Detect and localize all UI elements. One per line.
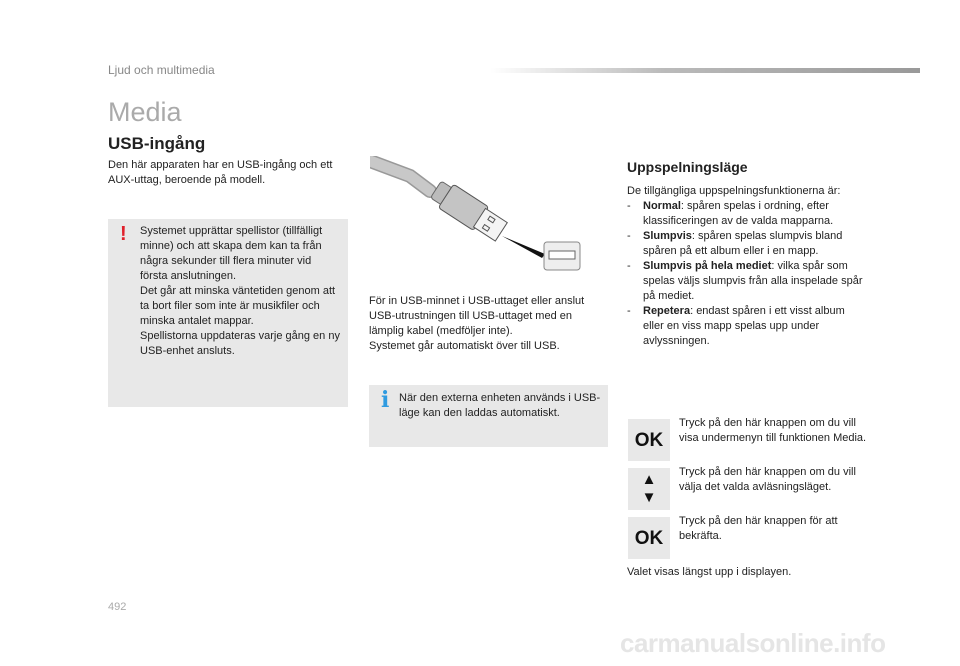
usb-instruction: Systemet går automatiskt över till USB.: [369, 340, 560, 352]
up-down-arrows-icon: ▲▼: [628, 468, 670, 510]
info-text: När den externa enheten används i USB-läge kan den laddas automatiskt.: [399, 392, 601, 419]
usb-plug-illustration: [370, 156, 592, 274]
list-item: - Normal: spåren spelas i ordning, efter klassificeringen av de valda mapparna.: [627, 200, 834, 227]
warning-text: Systemet upprättar spellistor (tillfälligt minne) och att skapa dem kan ta från några sekunder till flera minuter vid första anslutningen.: [140, 225, 323, 282]
warning-text: Spellistorna uppdateras varje gång en ny USB-enhet ansluts.: [140, 330, 340, 357]
footer-note: Valet visas längst upp i displayen.: [627, 566, 792, 578]
list-item: - Slumpvis på hela mediet: vilka spår som spelas väljs slumpvis från alla inspelade spår på mediet.: [627, 260, 863, 302]
exclamation-icon: !: [120, 223, 127, 245]
info-icon: i: [381, 387, 390, 413]
watermark: carmanualsonline.info: [620, 628, 886, 658]
page-number: 492: [108, 601, 127, 613]
warning-text: Det går att minska väntetiden genom att ta bort filer som inte är musikfiler och minska antalet mappar.: [140, 285, 336, 327]
intro-text: Den här apparaten har en USB-ingång och ett AUX-uttag, beroende på modell.: [108, 159, 333, 186]
button-description: Tryck på den här knappen om du vill välja det valda avläsningsläget.: [679, 466, 856, 493]
list-item: - Repetera: endast spåren i ett visst album eller en viss mapp spelas upp under avlyssningen.: [627, 305, 845, 347]
info-box: [369, 385, 608, 447]
section-header: Ljud och multimedia: [108, 63, 215, 77]
page-title: Media: [108, 97, 182, 127]
playback-intro: De tillgängliga uppspelningsfunktionerna är:: [627, 185, 841, 197]
section-title: USB-ingång: [108, 134, 206, 153]
header-rule: [490, 68, 920, 73]
usb-instruction: För in USB-minnet i USB-uttaget eller anslut USB-utrustningen till USB-uttaget med en lämplig kabel (medföljer inte).: [369, 295, 585, 337]
button-description: Tryck på den här knappen om du vill visa undermenyn till funktionen Media.: [679, 417, 867, 444]
warning-box: [108, 219, 348, 407]
ok-button-icon: OK: [628, 517, 670, 559]
playback-title: Uppspelningsläge: [627, 159, 748, 175]
button-description: Tryck på den här knappen för att bekräfta.: [679, 515, 838, 542]
ok-button-icon: OK: [628, 419, 670, 461]
list-item: - Slumpvis: spåren spelas slumpvis bland spåren på ett album eller i en mapp.: [627, 230, 843, 257]
